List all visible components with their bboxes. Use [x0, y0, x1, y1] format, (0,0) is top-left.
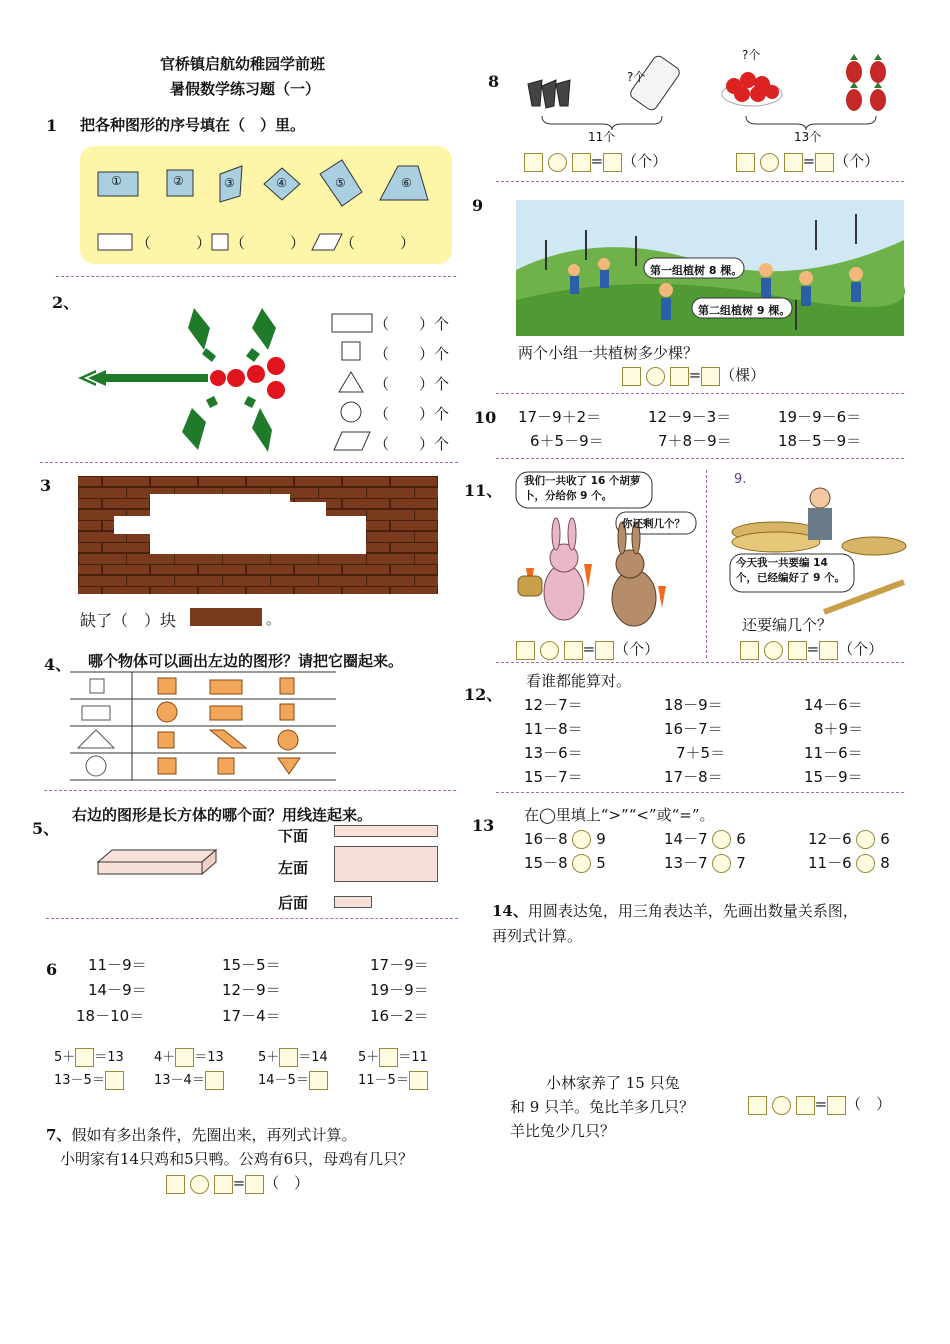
answer-box[interactable] [670, 367, 689, 386]
q6-fill-b4 [358, 1069, 428, 1090]
q14-story1: 小林家养了 15 只兔 [546, 1074, 680, 1092]
q6-r3c2: 17－4＝ [222, 1007, 281, 1025]
unit: （个） [614, 640, 660, 658]
compare-circle[interactable] [572, 830, 591, 849]
answer-box[interactable] [175, 1048, 194, 1067]
operator-circle[interactable] [760, 153, 779, 172]
operator-circle[interactable] [540, 641, 559, 660]
expr-suffix: ＝11 [398, 1050, 428, 1065]
operator-circle[interactable] [190, 1175, 209, 1194]
q1-blank-1[interactable]: （ ） [136, 234, 212, 252]
answer-box[interactable] [815, 153, 834, 172]
q12-r4c3: 15－9＝ [804, 768, 863, 786]
q14-equation: = （ ） [748, 1093, 891, 1115]
q11-weaver-picture [724, 472, 908, 612]
q2-arrow-picture [76, 300, 296, 460]
divider [496, 662, 904, 663]
q12-r4c1: 15－7＝ [524, 768, 583, 786]
q11-column-divider [706, 470, 707, 658]
q1-shape-label-1: ① [111, 174, 122, 188]
q2-blank-circle[interactable]: （ ）个 [374, 405, 450, 423]
q5-face-bottom: 下面 [278, 827, 309, 845]
unit: （个） [622, 152, 668, 170]
unit: （棵） [720, 366, 766, 384]
q11-question: 还要编几个？ [742, 616, 833, 634]
unit: （ ） [846, 1095, 892, 1113]
operator-circle[interactable] [548, 153, 567, 172]
q14-story3: 羊比兔少几只？ [510, 1122, 616, 1140]
q11-label-9: 9. [734, 472, 747, 487]
title-line2: 暑假数学练习题（一） [170, 80, 321, 98]
q12-r4c2: 17－8＝ [664, 768, 723, 786]
answer-box[interactable] [740, 641, 759, 660]
divider [56, 276, 456, 277]
answer-box[interactable] [524, 153, 543, 172]
expr-prefix: 13－4＝ [154, 1073, 205, 1088]
answer-box[interactable] [595, 641, 614, 660]
q13-item-2 [664, 828, 746, 849]
q2-number: 2、 [52, 293, 80, 312]
q5-cuboid [98, 848, 218, 878]
divider [496, 458, 904, 459]
answer-box[interactable] [564, 641, 583, 660]
q8-equation-right: = （个） [736, 150, 879, 172]
answer-box[interactable] [827, 1096, 846, 1115]
q1-shape-label-4: ④ [276, 176, 287, 190]
q2-blank-triangle[interactable]: （ ）个 [374, 375, 450, 393]
q14-number: 14、 [492, 902, 528, 920]
q10-r2c3: 18－5－9＝ [778, 432, 862, 450]
divider [496, 792, 904, 793]
q11-equation-right: = （个） [740, 638, 883, 660]
divider [40, 462, 458, 463]
operator-circle[interactable] [646, 367, 665, 386]
q2-blank-square[interactable]: （ ）个 [374, 345, 450, 363]
answer-box[interactable] [701, 367, 720, 386]
answer-box[interactable] [736, 153, 755, 172]
expr-right: 9 [596, 830, 606, 848]
expr-right: 6 [880, 830, 890, 848]
expr-prefix: 5＋ [358, 1050, 380, 1065]
q1-text: 把各种图形的序号填在（ ）里。 [80, 116, 306, 134]
q8-question-right: ?个 [742, 48, 761, 62]
q4-text: 哪个物体可以画出左边的图形？请把它圈起来。 [88, 652, 404, 670]
q13-item-1 [524, 828, 606, 849]
q1-shape-label-6: ⑥ [401, 176, 412, 190]
q6-fill-b2 [154, 1069, 224, 1090]
q12-r2c3: 8＋9＝ [814, 720, 864, 738]
q1-number: 1 [46, 116, 58, 135]
q6-r2c2: 12－9＝ [222, 981, 281, 999]
q5-face-rect-3 [334, 896, 372, 908]
q2-blank-rect[interactable]: （ ）个 [374, 315, 450, 333]
q1-shape-label-5: ⑤ [335, 176, 346, 190]
q12-r1c3: 14－6＝ [804, 696, 863, 714]
expr-prefix: 11－5＝ [358, 1073, 409, 1088]
q12-r3c3: 11－6＝ [804, 744, 863, 762]
q2-blank-parallelogram[interactable]: （ ）个 [374, 435, 450, 453]
answer-box[interactable] [205, 1071, 224, 1090]
q9-equation: = （棵） [622, 364, 765, 386]
q3-number: 3 [40, 476, 52, 495]
q13-item-6 [808, 852, 890, 873]
q10-r2c1: 6＋5－9＝ [530, 432, 604, 450]
q13-number: 13 [472, 816, 495, 835]
expr-left: 16－8 [524, 830, 568, 848]
q5-text: 右边的图形是长方体的哪个面？用线连起来。 [72, 806, 373, 824]
expr-prefix: 4＋ [154, 1050, 176, 1065]
q14-text2: 再列式计算。 [492, 927, 583, 945]
compare-circle[interactable] [712, 854, 731, 873]
q11-bubble2: 你还剩几个？ [622, 518, 685, 530]
q9-question: 两个小组一共植树多少棵？ [518, 344, 699, 362]
unit: （ ） [264, 1174, 310, 1192]
q11-bubble3: 今天我一共要编 14 个，已经编好了 9 个。 [736, 557, 846, 584]
expr-right: 6 [736, 830, 746, 848]
compare-circle[interactable] [856, 854, 875, 873]
q10-r1c3: 19－9－6＝ [778, 408, 862, 426]
q10-r1c2: 12－9－3＝ [648, 408, 732, 426]
q1-blank-3[interactable]: （ ） [340, 234, 416, 252]
expr-prefix: 13－5＝ [54, 1073, 105, 1088]
q12-r1c2: 18－9＝ [664, 696, 723, 714]
compare-circle[interactable] [572, 854, 591, 873]
unit: （个） [834, 152, 880, 170]
q7-number: 7、 [46, 1126, 72, 1144]
q8-pencils-picture [522, 50, 702, 140]
answer-box[interactable] [784, 153, 803, 172]
expr-right: 5 [596, 854, 606, 872]
q9-number: 9 [472, 196, 484, 215]
q11-equation-left: = （个） [516, 638, 659, 660]
q4-object-table [70, 670, 338, 782]
q7-story: 小明家有14只鸡和5只鸭。公鸡有6只，母鸡有几只？ [60, 1150, 414, 1168]
q8-equation-left: = （个） [524, 150, 667, 172]
answer-box[interactable] [279, 1048, 298, 1067]
answer-box[interactable] [245, 1175, 264, 1194]
q3-brick-sample [190, 608, 262, 626]
operator-circle[interactable] [764, 641, 783, 660]
q11-number: 11、 [464, 481, 503, 500]
answer-box[interactable] [572, 153, 591, 172]
expr-right: 7 [736, 854, 746, 872]
q2-shape-list [330, 312, 375, 452]
answer-box[interactable] [409, 1071, 428, 1090]
expr-right: 8 [880, 854, 890, 872]
q13-item-5 [664, 852, 746, 873]
answer-box[interactable] [214, 1175, 233, 1194]
q5-face-rect-2 [334, 846, 438, 882]
compare-circle[interactable] [712, 830, 731, 849]
q12-number: 12、 [464, 685, 503, 704]
divider [496, 393, 904, 394]
title-line1: 官桥镇启航幼稚园学前班 [160, 55, 326, 73]
expr-left: 13－7 [664, 854, 708, 872]
answer-box[interactable] [788, 641, 807, 660]
operator-circle[interactable] [772, 1096, 791, 1115]
q13-text: 在◯里填上“>”“<”或“=”。 [524, 806, 715, 824]
answer-box[interactable] [309, 1071, 328, 1090]
q10-r2c2: 7＋8－9＝ [658, 432, 732, 450]
q14-line1 [492, 900, 858, 921]
q6-number: 6 [46, 960, 58, 979]
answer-box[interactable] [819, 641, 838, 660]
divider [46, 918, 458, 919]
q13-item-4 [524, 852, 606, 873]
expr-left: 11－6 [808, 854, 852, 872]
q9-bubble2: 第二组植树 9 棵。 [698, 304, 791, 317]
expr-suffix: ＝13 [194, 1050, 224, 1065]
expr-prefix: 5＋ [54, 1050, 76, 1065]
q14-story2: 和 9 只羊。兔比羊多几只？ [510, 1098, 695, 1116]
q8-number: 8 [488, 72, 500, 91]
expr-prefix: 14－5＝ [258, 1073, 309, 1088]
q8-fruit-picture [716, 50, 896, 140]
q6-fill-b3 [258, 1069, 328, 1090]
q1-blank-2[interactable]: （ ） [230, 234, 306, 252]
answer-box[interactable] [748, 1096, 767, 1115]
q12-r3c2: 7＋5＝ [676, 744, 726, 762]
answer-box[interactable] [622, 367, 641, 386]
q13-item-3 [808, 828, 890, 849]
answer-box[interactable] [105, 1071, 124, 1090]
q10-number: 10 [474, 408, 497, 427]
q8-total-left: 11个 [588, 130, 616, 144]
q8-question-left: ?个 [627, 70, 646, 84]
expr-prefix: 5＋ [258, 1050, 280, 1065]
q12-r2c2: 16－7＝ [664, 720, 723, 738]
q6-fill-a3 [258, 1046, 328, 1067]
q6-fill-b1 [54, 1069, 124, 1090]
q6-r1c1: 11－9＝ [88, 956, 147, 974]
q5-number: 5、 [32, 819, 60, 838]
q10-r1c1: 17－9＋2＝ [518, 408, 602, 426]
q6-r1c2: 15－5＝ [222, 956, 281, 974]
q6-r2c1: 14－9＝ [88, 981, 147, 999]
answer-box[interactable] [796, 1096, 815, 1115]
q3-text: 缺了（ ）块 [80, 611, 177, 630]
q11-bubble1: 我们一共收了 16 个胡萝卜，分给你 9 个。 [524, 475, 641, 502]
q6-r2c3: 19－9＝ [370, 981, 429, 999]
q3-period: 。 [266, 610, 282, 628]
q5-face-back: 后面 [278, 894, 309, 912]
q5-face-left: 左面 [278, 859, 309, 877]
divider [44, 790, 456, 791]
q3-brick-wall [78, 476, 438, 594]
q6-fill-a4 [358, 1046, 428, 1067]
q6-fill-a1 [54, 1046, 124, 1067]
answer-box[interactable] [75, 1048, 94, 1067]
q1-shape-label-2: ② [173, 174, 184, 188]
q6-r3c1: 18－10＝ [76, 1007, 145, 1025]
answer-box[interactable] [379, 1048, 398, 1067]
expr-suffix: ＝13 [94, 1050, 124, 1065]
q1-shape-label-3: ③ [224, 176, 235, 190]
q12-r1c1: 12－7＝ [524, 696, 583, 714]
expr-left: 12－6 [808, 830, 852, 848]
q6-fill-a2 [154, 1046, 224, 1067]
q12-r3c1: 13－6＝ [524, 744, 583, 762]
divider [496, 181, 904, 182]
q7-header [46, 1124, 356, 1145]
answer-box[interactable] [166, 1175, 185, 1194]
compare-circle[interactable] [856, 830, 875, 849]
q7-equation: = （ ） [166, 1172, 309, 1194]
q12-r2c1: 11－8＝ [524, 720, 583, 738]
q6-r1c3: 17－9＝ [370, 956, 429, 974]
expr-suffix: ＝14 [298, 1050, 328, 1065]
q8-total-right: 13个 [794, 130, 822, 144]
q4-number: 4、 [44, 655, 72, 674]
expr-left: 14－7 [664, 830, 708, 848]
q5-face-rect-1 [334, 825, 438, 837]
q6-r3c3: 16－2＝ [370, 1007, 429, 1025]
q9-bubble1: 第一组植树 8 棵。 [650, 264, 743, 277]
unit: （个） [838, 640, 884, 658]
q7-text: 假如有多出条件，先圈出来，再列式计算。 [71, 1126, 357, 1144]
expr-left: 15－8 [524, 854, 568, 872]
q12-text: 看谁都能算对。 [526, 672, 632, 690]
q14-text1: 用圆表达兔，用三角表达羊，先画出数量关系图， [527, 902, 858, 920]
answer-box[interactable] [603, 153, 622, 172]
answer-box[interactable] [516, 641, 535, 660]
